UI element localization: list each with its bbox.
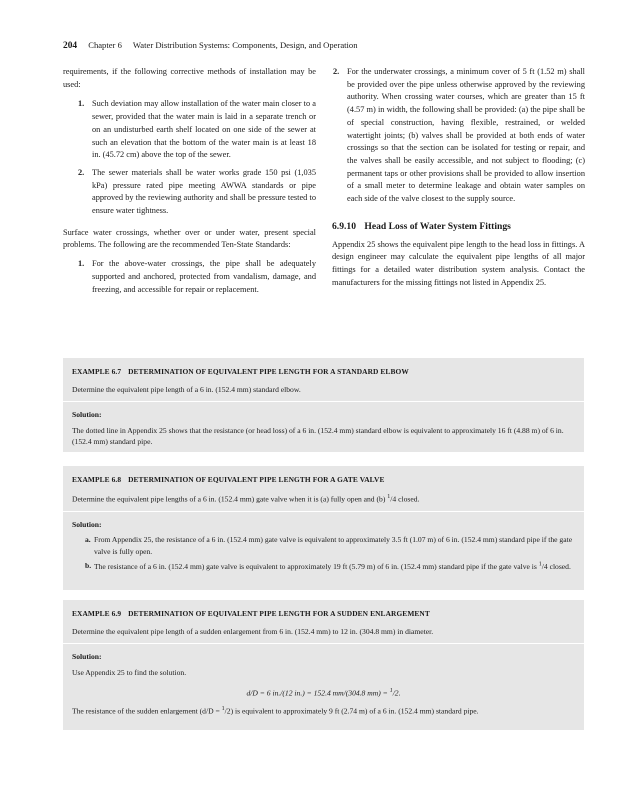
example-label: EXAMPLE 6.8 [72, 475, 122, 484]
list-item-number: 1. [78, 259, 85, 269]
list-item-number: 2. [78, 167, 85, 177]
list-item [85, 560, 575, 573]
page-number: 204 [63, 41, 78, 51]
example-question: Determine the equivalent pipe lengths of a 6 in. (152.4 mm) gate valve when it is (a) fully open and (b) $^1$/4 closed. [72, 493, 420, 504]
divider [63, 401, 584, 402]
solution-text: The dotted line in Appendix 25 shows that the resistance (or head loss) of a 6 in. (152.4 mm) standard elbow is equivalent to approximately 16 ft (4.88 m) of 6 in. (152.4 mm) standard pipe. [72, 425, 564, 447]
surface-crossings-paragraph: Surface water crossings, whether over or under water, present special problems. The following are the recommended Ten-State Standards: [63, 227, 316, 250]
example-heading: DETERMINATION OF EQUIVALENT PIPE LENGTH FOR A STANDARD ELBOW [128, 367, 409, 376]
section-body: Appendix 25 shows the equivalent pipe length to the head loss in fittings. A design engineer may calculate the equivalent pipe lengths of all major fittings for a detailed water distribution system analysis. Contact the manufacturers for the missing fittings not listed in Appendix 25. [332, 239, 585, 287]
example-label: EXAMPLE 6.9 [72, 609, 122, 618]
example-title [72, 366, 575, 378]
list-item [78, 167, 316, 218]
list-item-text: For the above-water crossings, the pipe shall be adequately supported and anchored, protected from vandalism, damage, and freezing, and accessible for repair or replacement. [92, 259, 316, 294]
crossings-list [78, 258, 316, 296]
list-item [78, 98, 316, 162]
list-item-text: From Appendix 25, the resistance of a 6 in. (152.4 mm) gate valve is equivalent to approximately 3.5 ft (1.07 m) of 6 in. (152.4 mm) standard pipe if the gate valve is fully open. [94, 535, 573, 556]
solution-label: Solution: [72, 652, 102, 662]
divider [63, 511, 584, 512]
example-box-6-9 [63, 600, 584, 730]
right-column [332, 66, 585, 290]
section-number: 6.9.10 [332, 220, 356, 232]
list-item [85, 534, 575, 557]
chapter-title: Water Distribution Systems: Components, Design, and Operation [132, 40, 358, 50]
list-item-text: For the underwater crossings, a minimum cover of 5 ft (1.52 m) shall be provided over the pipe unless otherwise approved by the reviewing authority. When crossing water courses, which are greater than 15 ft (4.57 m) in width, the following shall be provided: (a) the pipe shall be of special construction, having flexible, restrained, or welded watertight joints; (b) valves shall be provided at both ends of water crossings so that the section can be isolated for testing or repair, and the valves shall be easily accessible, and not subject to flooding; (c) permanent taps or other provisions shall be provided to allow insertion of a small meter to determine leakage and obtain water samples on each side of the valve closest to the supply source. [347, 67, 585, 204]
running-header [63, 40, 583, 52]
list-item [78, 258, 316, 296]
intro-paragraph: requirements, if the following corrective methods of installation may be used: [63, 67, 316, 89]
solution-text: The resistance of the sudden enlargement (d/D = $^1$/2) is equivalent to approximately 9 ft (2.74 m) of a 6 in. (152.4 mm) standard pipe. [72, 705, 479, 716]
example-box-6-7 [63, 358, 584, 452]
divider [63, 643, 584, 644]
corrective-methods-list [78, 98, 316, 217]
left-column [63, 66, 316, 296]
list-item [333, 66, 585, 206]
solution-label: Solution: [72, 410, 102, 420]
example-title [72, 608, 575, 620]
solution-instruction: Use Appendix 25 to find the solution. [72, 667, 187, 677]
example-heading: DETERMINATION OF EQUIVALENT PIPE LENGTH FOR A SUDDEN ENLARGEMENT [128, 609, 430, 618]
section-title: Head Loss of Water System Fittings [364, 220, 511, 232]
example-question: Determine the equivalent pipe length of a sudden enlargement from 6 in. (152.4 mm) to 12 in. (304.8 mm) in diameter. [72, 626, 434, 636]
example-title [72, 474, 575, 486]
chapter-label: Chapter 6 [88, 40, 122, 50]
example-box-6-8 [63, 466, 584, 590]
list-item-text: Such deviation may allow installation of the water main closer to a sewer, provided that the water main is laid in a separate trench or on an undisturbed earth shelf located on one side of the sewer at such an elevation that the bottom of the water main is at least 18 in. (45.72 cm) above the top of the sewer. [92, 99, 316, 160]
list-item-letter: a. [85, 535, 91, 545]
list-item-number: 2. [333, 67, 340, 76]
list-item-text: The resistance of a 6 in. (152.4 mm) gate valve is equivalent to approximately 19 ft (5.79 m) of 6 in. (152.4 mm) standard pipe if the gate valve is $^1$/4 closed. [94, 561, 571, 572]
solution-label: Solution: [72, 519, 102, 529]
section-heading [332, 220, 585, 233]
crossings-list-continued [333, 66, 585, 206]
list-item-number: 1. [78, 99, 85, 109]
example-question: Determine the equivalent pipe length of a 6 in. (152.4 mm) standard elbow. [72, 384, 301, 394]
example-label: EXAMPLE 6.7 [72, 367, 122, 376]
list-item-letter: b. [85, 560, 92, 570]
solution-list [72, 534, 575, 572]
list-item-text: The sewer materials shall be water works grade 150 psi (1,035 kPa) pressure rated pipe meeting AWWA standards or pipe approved by the reviewing authority and shall be pressure tested to ensure water tightness. [92, 167, 316, 216]
equation: d/D = 6 in./(12 in.) = 152.4 mm/(304.8 mm) = $^1$/2. [246, 688, 401, 698]
example-heading: DETERMINATION OF EQUIVALENT PIPE LENGTH FOR A GATE VALVE [128, 475, 385, 484]
